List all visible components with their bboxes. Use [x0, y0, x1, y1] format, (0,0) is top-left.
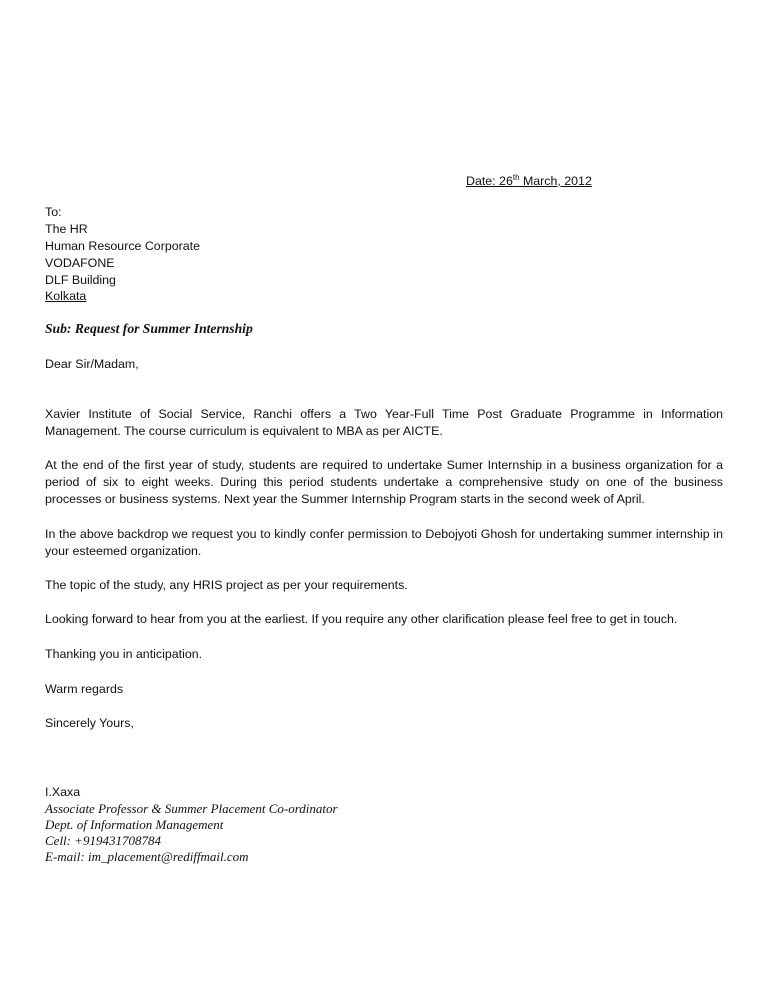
recipient-line-3: VODAFONE	[45, 256, 115, 270]
letter-date	[466, 173, 592, 190]
signatory-title: Associate Professor & Summer Placement Co-ordinator	[45, 801, 338, 816]
closing-sincerely: Sincerely Yours,	[45, 716, 134, 730]
recipient-line-4: DLF Building	[45, 273, 116, 287]
recipient-line-1: The HR	[45, 222, 88, 236]
paragraph-6: Thanking you in anticipation.	[45, 647, 203, 661]
date-ordinal-suffix: th	[512, 172, 520, 182]
paragraph-2: At the end of the first year of study, students are required to undertake Sumer Internship in a business organization for a period of six to eight weeks. During this period students undertake a comprehensive study on one of the business processes or business systems. Next year the Summer Internship Program starts in the second week of April.	[45, 458, 723, 506]
closing-warm-regards: Warm regards	[45, 682, 124, 696]
date-month-year: March, 2012	[519, 174, 592, 188]
subject-line: Sub: Request for Summer Internship	[45, 321, 253, 336]
paragraph-5: Looking forward to hear from you at the earliest. If you require any other clarification please feel free to get in touch.	[45, 612, 678, 626]
paragraph-4: The topic of the study, any HRIS project as per your requirements.	[45, 578, 408, 592]
to-label: To:	[45, 205, 62, 219]
recipient-line-2: Human Resource Corporate	[45, 239, 200, 253]
paragraph-3: In the above backdrop we request you to kindly confer permission to Debojyoti Ghosh for undertaking summer internship in your esteemed organization.	[45, 527, 723, 558]
signatory-department: Dept. of Information Management	[45, 817, 224, 832]
date-day: Date: 26	[466, 174, 513, 188]
signatory-name: I.Xaxa	[45, 785, 81, 799]
paragraph-1: Xavier Institute of Social Service, Ranchi offers a Two Year-Full Time Post Graduate Programme in Information Management. The course curriculum is equivalent to MBA as per AICTE.	[45, 407, 723, 438]
signatory-email: E-mail: im_placement@rediffmail.com	[45, 849, 249, 864]
salutation: Dear Sir/Madam,	[45, 357, 139, 371]
signatory-cell: Cell: +919431708784	[45, 833, 162, 848]
recipient-city: Kolkata	[45, 289, 87, 303]
